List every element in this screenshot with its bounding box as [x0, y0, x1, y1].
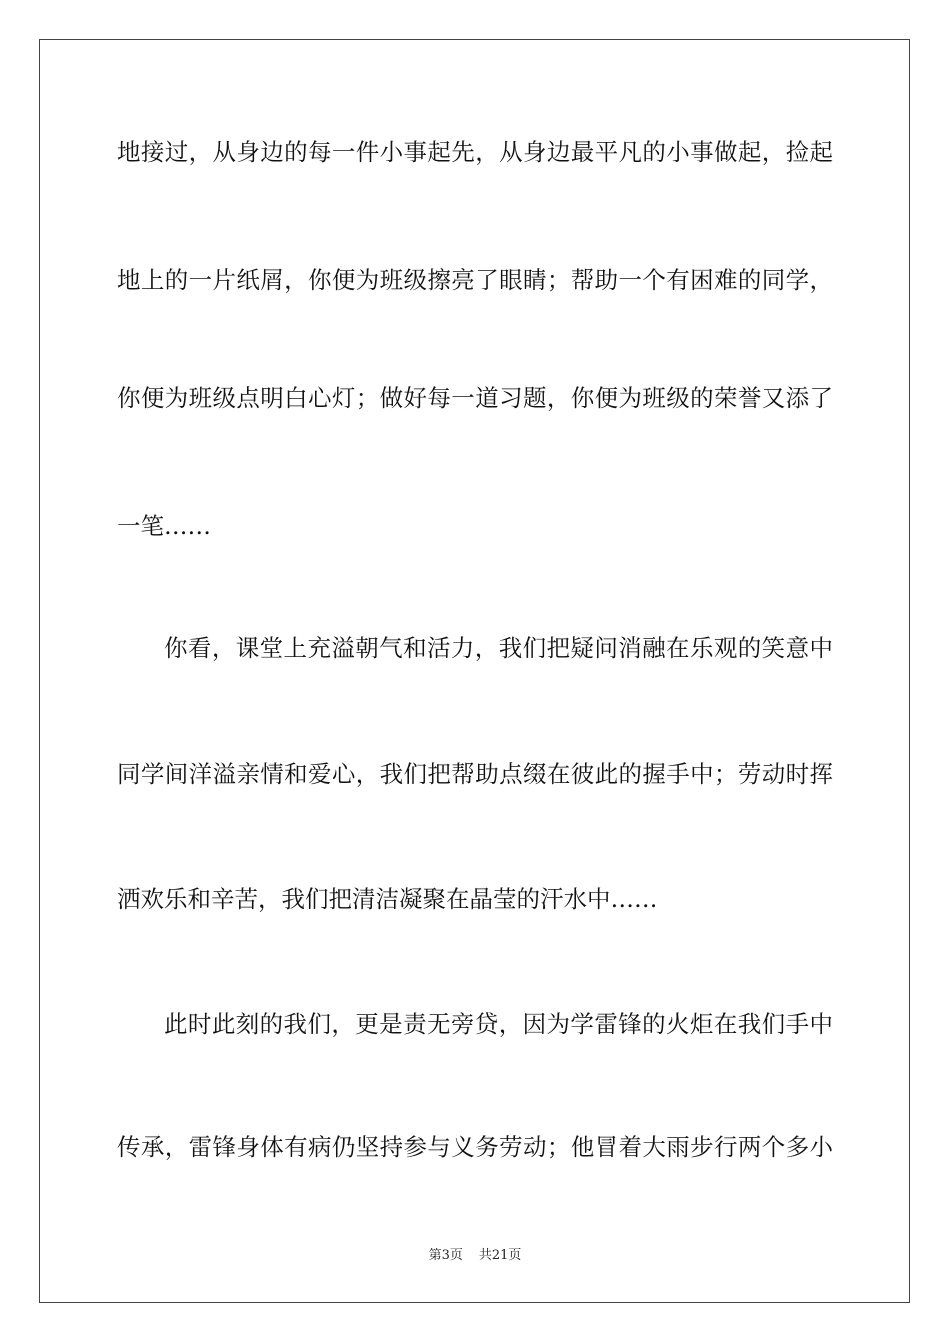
page-footer — [0, 1248, 950, 1264]
text-line-1: 地接过，从身边的每一件小事起先，从身边最平凡的小事做起，捡起 — [117, 138, 833, 166]
page-frame — [39, 39, 910, 1303]
text-line-2: 地上的一片纸屑，你便为班级擦亮了眼睛；帮助一个有困难的同学， — [117, 266, 833, 294]
text-line-9: 传承，雷锋身体有病仍坚持参与义务劳动；他冒着大雨步行两个多小 — [117, 1133, 833, 1161]
page-total: 共21页 — [478, 1248, 522, 1263]
text-line-6: 同学间洋溢亲情和爱心，我们把帮助点缀在彼此的握手中；劳动时挥 — [117, 760, 833, 788]
text-line-8: 此时此刻的我们，更是责无旁贷，因为学雷锋的火炬在我们手中 — [164, 1010, 833, 1038]
text-line-3: 你便为班级点明白心灯；做好每一道习题，你便为班级的荣誉又添了 — [117, 384, 833, 412]
text-line-4: 一笔…… — [117, 512, 211, 540]
text-line-7: 洒欢乐和辛苦，我们把清洁凝聚在晶莹的汗水中…… — [117, 885, 658, 913]
text-line-5: 你看，课堂上充溢朝气和活力，我们把疑问消融在乐观的笑意中 — [164, 634, 833, 662]
page-number: 第3页 — [428, 1248, 463, 1263]
